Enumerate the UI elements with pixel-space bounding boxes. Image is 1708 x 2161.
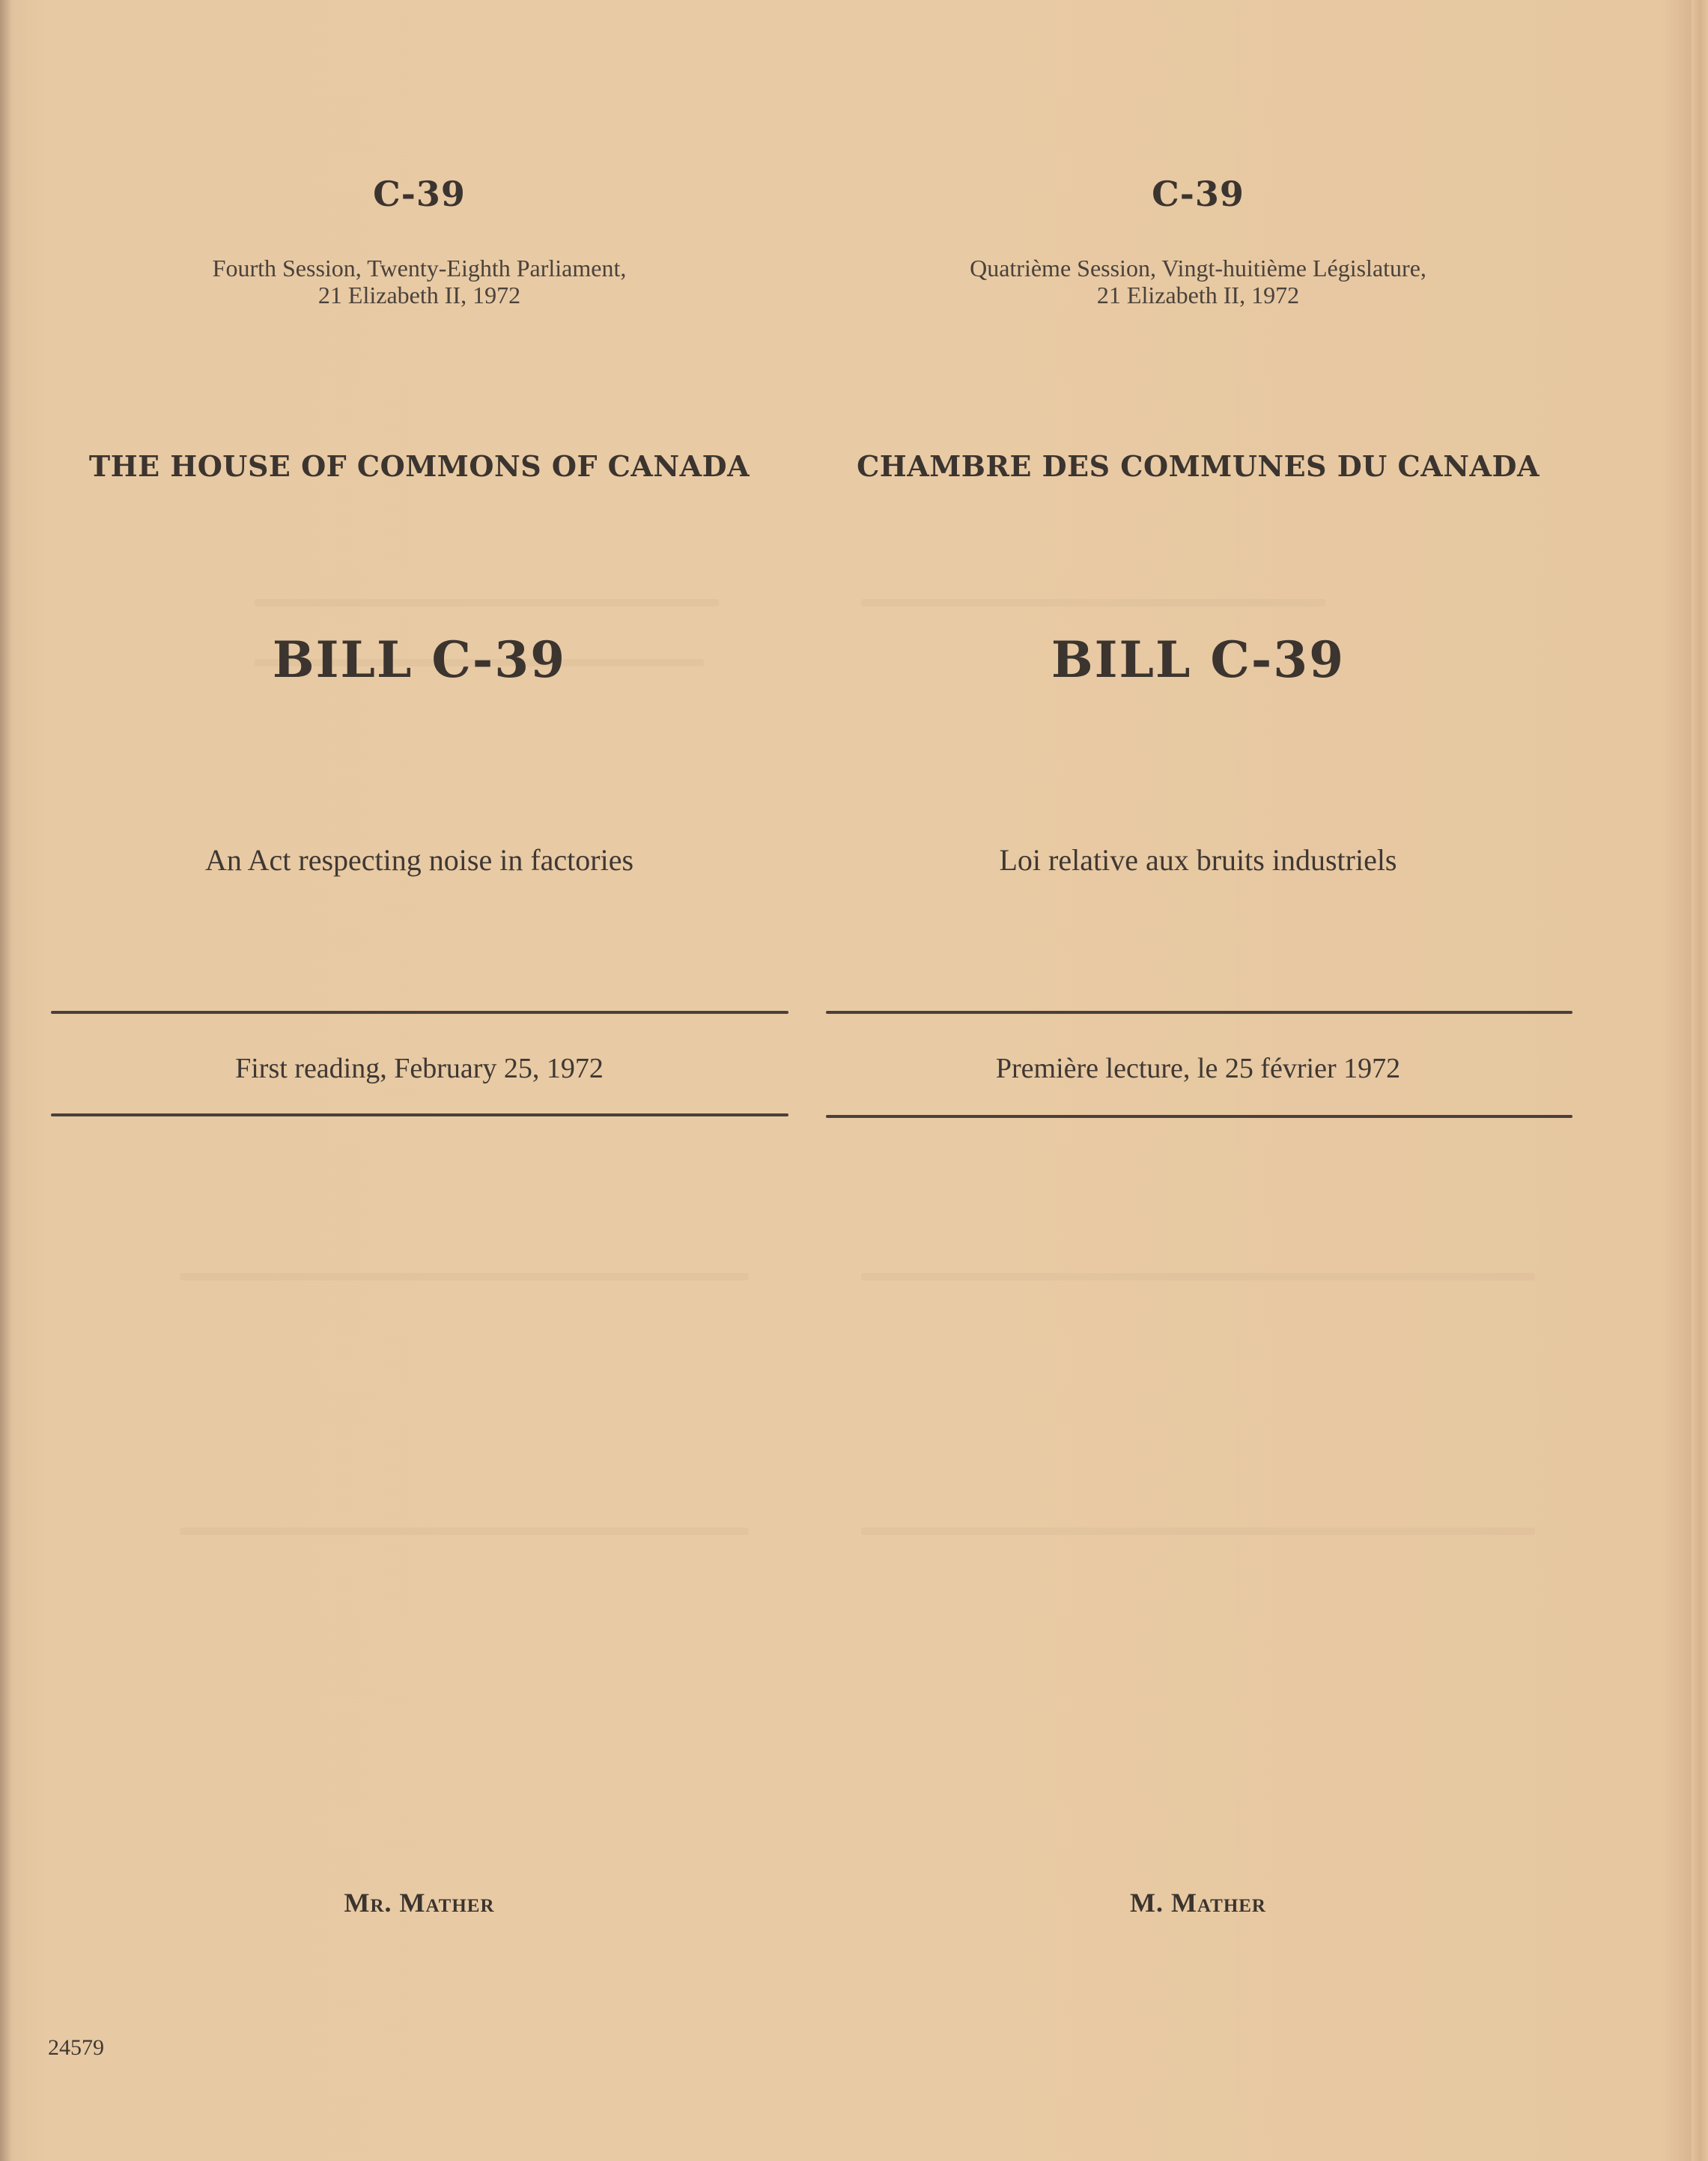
session-info [45,255,794,309]
print-number: 24579 [48,2035,104,2060]
act-title: Loi relative aux bruits industriels [999,843,1397,877]
house-name: THE HOUSE OF COMMONS OF CANADA [88,449,750,483]
session-info [824,255,1572,309]
session-date-line: 21 Elizabeth II, 1972 [317,282,521,309]
bill-code: C-39 [373,174,466,214]
page-binding-edge [0,0,10,2161]
bill-title: BILL C-39 [1051,630,1346,689]
bill-sponsor: Mr. Mather [344,1888,495,1918]
divider-rule [51,1113,788,1116]
page-fore-edge [1692,0,1708,2161]
act-title: An Act respecting noise in factories [204,843,634,877]
divider-rule [826,1115,1572,1118]
session-line: Quatrième Session, Vingt-huitième Législature, [970,255,1426,282]
session-date-line: 21 Elizabeth II, 1972 [1096,282,1300,309]
english-column [45,0,794,2161]
bill-code: C-39 [1152,174,1244,214]
divider-rule [826,1011,1572,1014]
house-name: CHAMBRE DES COMMUNES DU CANADA [857,449,1540,483]
session-line: Fourth Session, Twenty-Eighth Parliament, [212,255,627,282]
french-column [824,0,1572,2161]
bill-sponsor: M. Mather [1129,1888,1266,1918]
first-reading: First reading, February 25, 1972 [235,1053,604,1084]
bill-title: BILL C-39 [272,630,567,689]
divider-rule [51,1011,788,1014]
first-reading: Première lecture, le 25 février 1972 [995,1053,1401,1084]
